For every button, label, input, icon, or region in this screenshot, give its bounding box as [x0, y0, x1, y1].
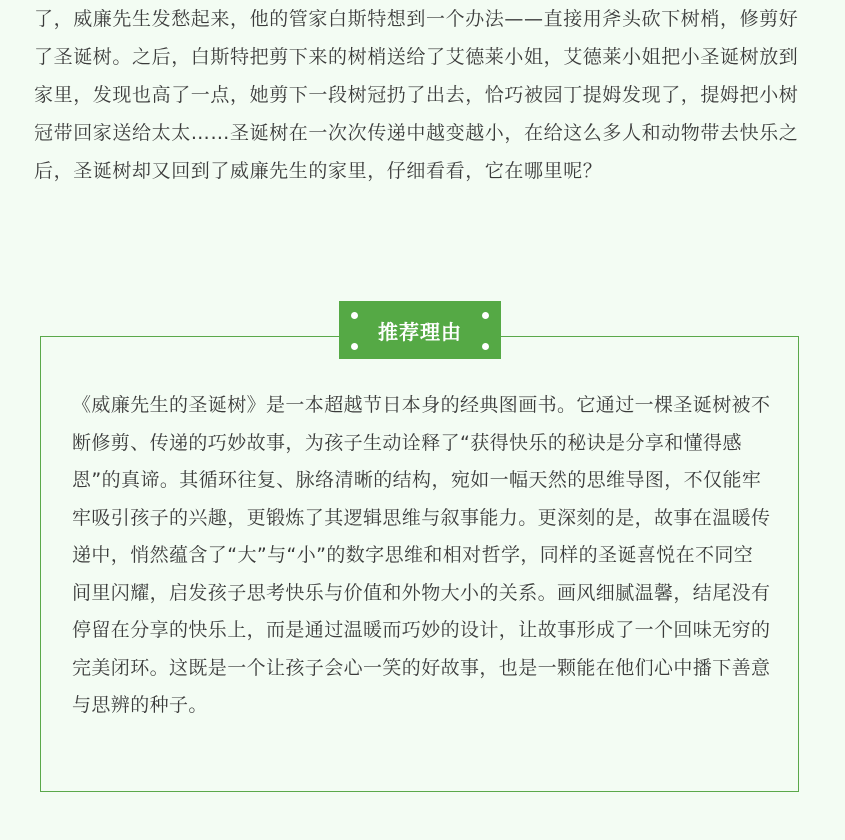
badge-dot-icon [351, 343, 358, 350]
badge-dot-icon [482, 312, 489, 319]
intro-paragraph: 了，威廉先生发愁起来，他的管家白斯特想到一个办法——直接用斧头砍下树梢，修剪好了圣诞树。之后，白斯特把剪下来的树梢送给了艾德莱小姐，艾德莱小姐把小圣诞树放到家里，发现也高了一点，她剪下一段树冠扔了出去，恰巧被园丁提姆发现了，提姆把小树冠带回家送给太太……圣诞树在一次次传递中越变越小，在给这么多人和动物带去快乐之后，圣诞树却又回到了威廉先生的家里，仔细看看，它在哪里呢？ [34, 8, 799, 182]
badge-dot-icon [351, 312, 358, 319]
recommendation-text: 《威廉先生的圣诞树》是一本超越节日本身的经典图画书。它通过一棵圣诞树被不断修剪、传递的巧妙故事，为孩子生动诠释了“获得快乐的秘诀是分享和懂得感恩”的真谛。其循环往复、脉络清晰的结构，宛如一幅天然的思维导图，不仅能牢牢吸引孩子的兴趣，更锻炼了其逻辑思维与叙事能力。更深刻的是，故事在温暖传递中，悄然蕴含了“大”与“小”的数字思维和相对哲学，同样的圣诞喜悦在不同空间里闪耀，启发孩子思考快乐与价值和外物大小的关系。画风细腻温馨，结尾没有停留在分享的快乐上，而是通过温暖而巧妙的设计，让故事形成了一个回味无穷的完美闭环。这既是一个让孩子会心一笑的好故事，也是一颗能在他们心中播下善意与思辨的种子。 [72, 394, 771, 716]
recommendation-badge [339, 301, 501, 359]
recommendation-title: 推荐理由 [378, 319, 462, 344]
badge-dot-icon [482, 343, 489, 350]
